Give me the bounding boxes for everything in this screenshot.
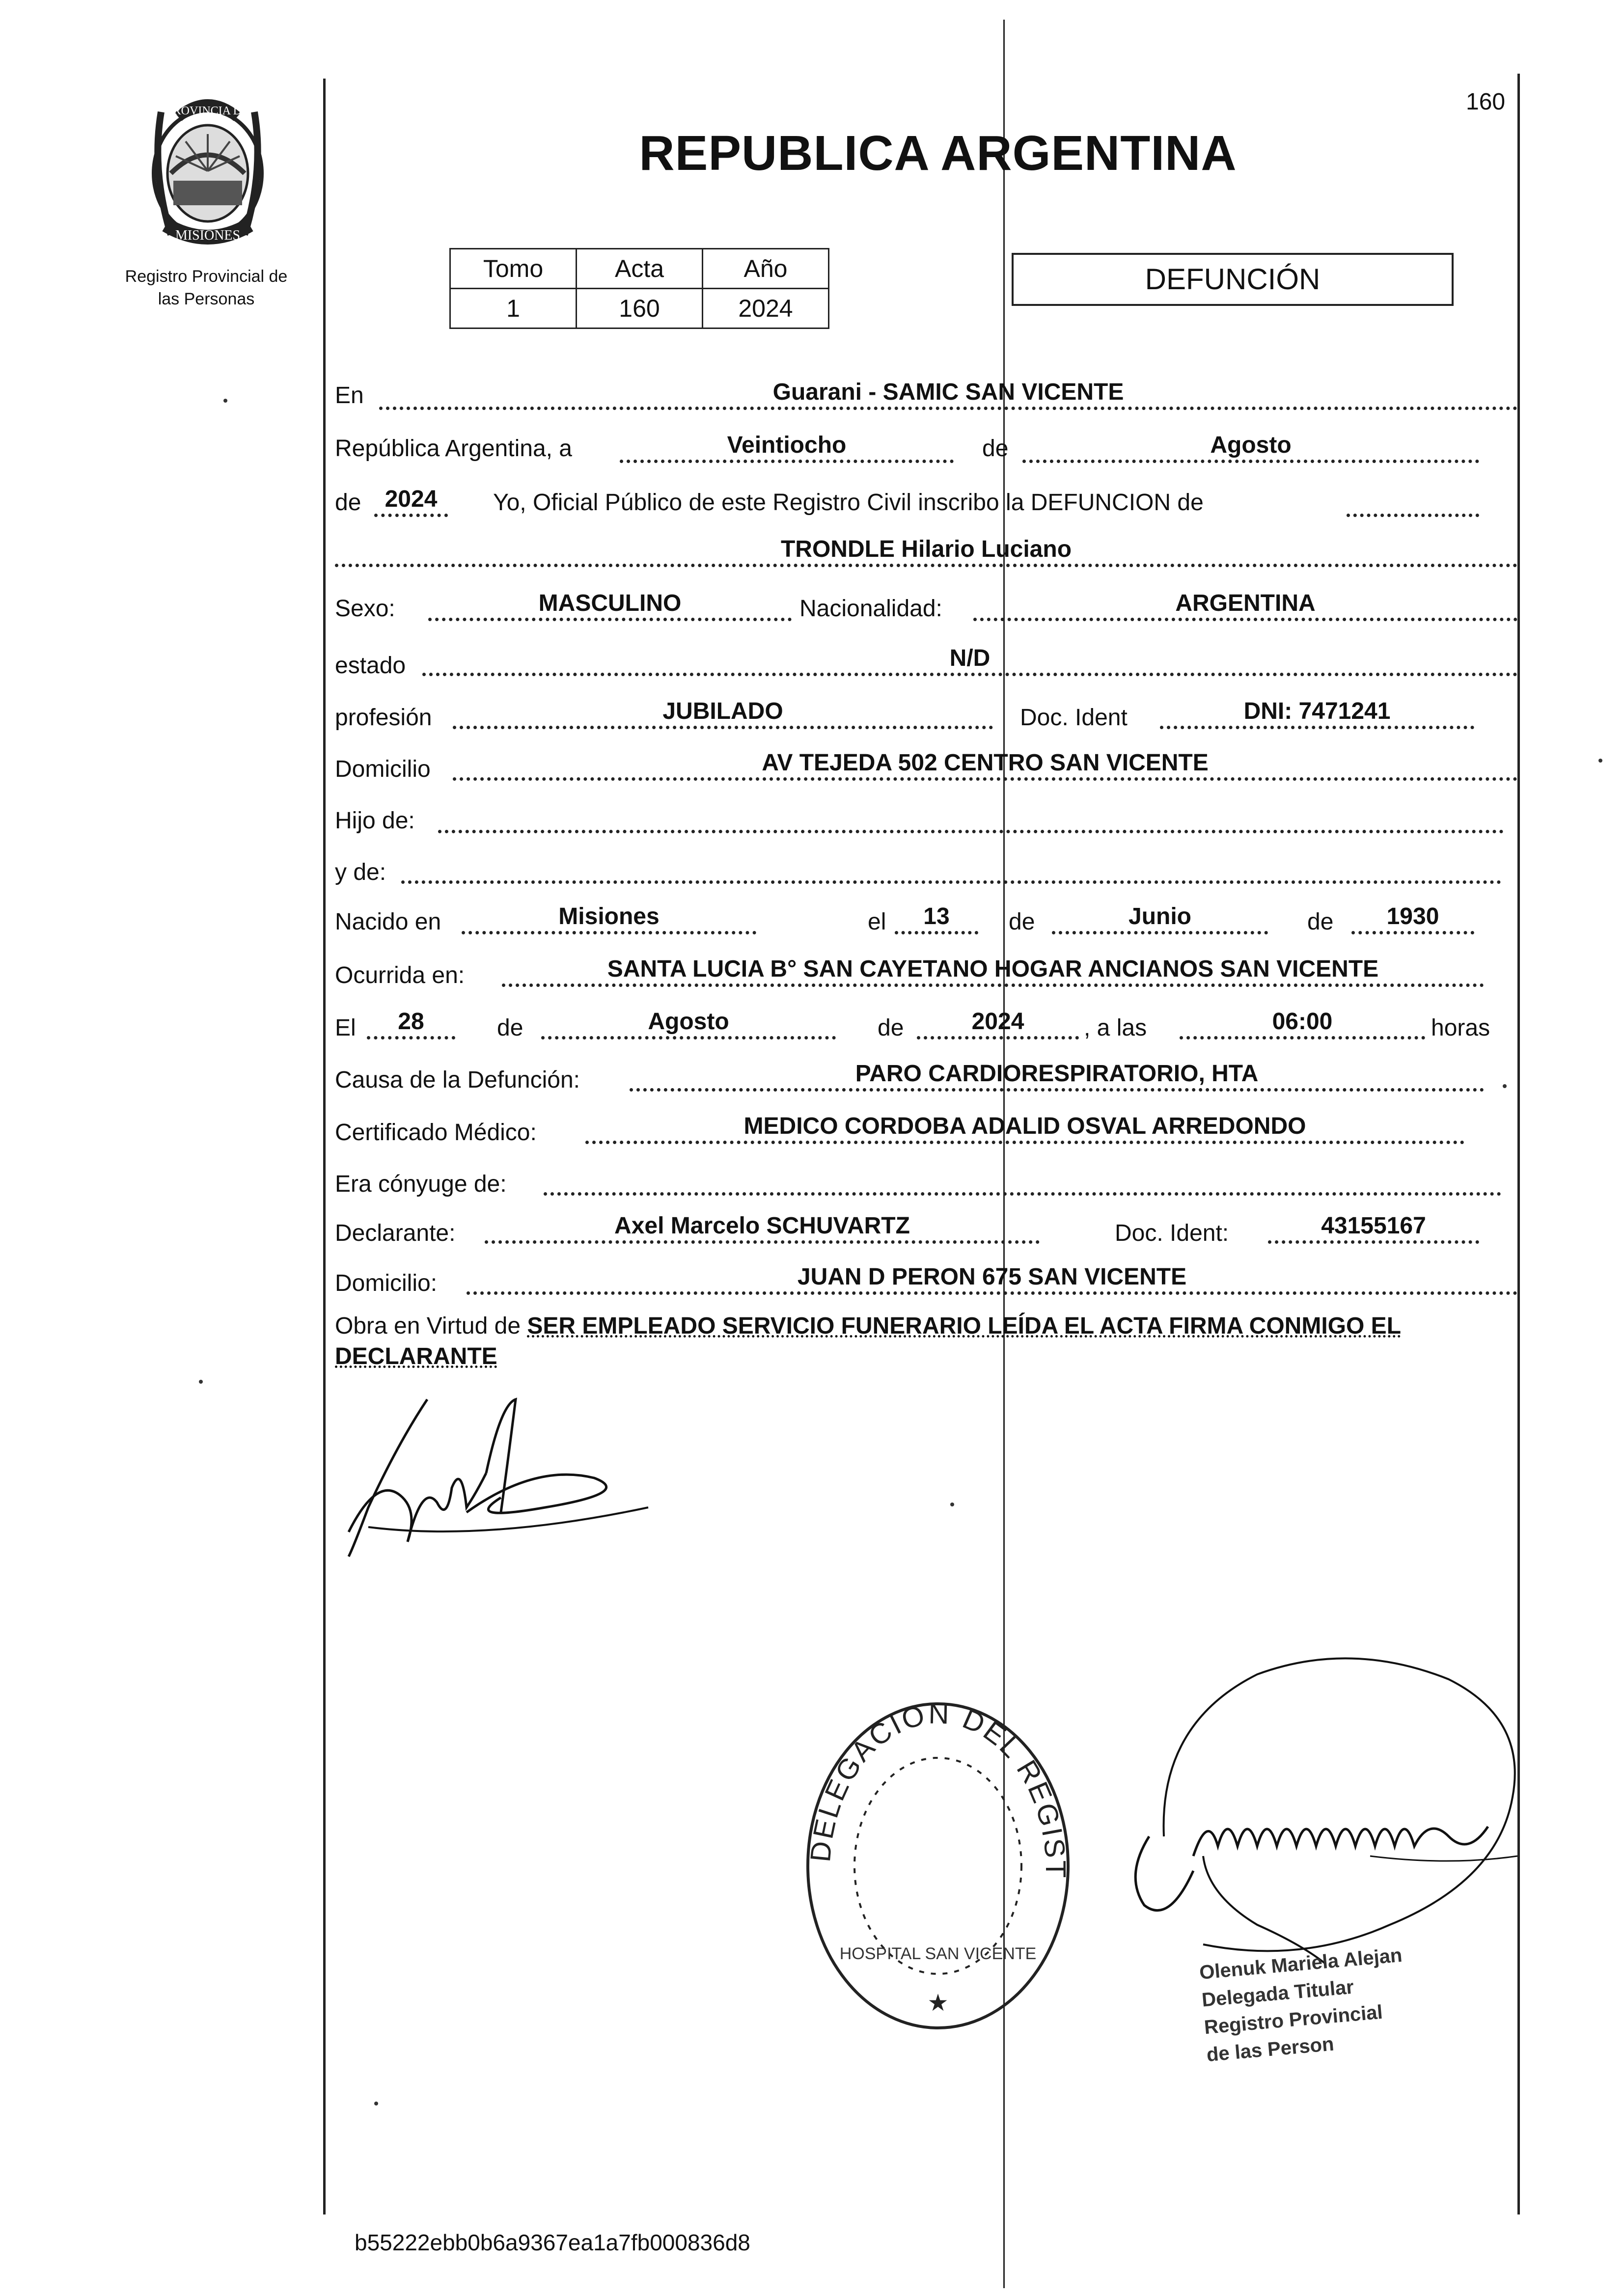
declarant-address-value: JUAN D PERON 675 SAN VICENTE (467, 1263, 1517, 1295)
document-title: REPUBLICA ARGENTINA (639, 126, 1237, 181)
declarant-doc-label: Doc. Ident: (1115, 1220, 1229, 1246)
official-signature (1095, 1650, 1547, 1964)
death-day-value: 28 (367, 1008, 455, 1039)
record-header-ano: Año (703, 249, 829, 289)
profession-label: profesión (335, 705, 432, 731)
place-label: En (335, 383, 364, 409)
scan-speck (374, 2102, 378, 2105)
scan-speck (1503, 1084, 1507, 1088)
record-header-acta: Acta (577, 249, 703, 289)
born-el-label: el (868, 909, 886, 935)
statement-blank (1347, 485, 1479, 517)
occurred-value: SANTA LUCIA B° SAN CAYETANO HOGAR ANCIANOS SAN VICENTE (502, 955, 1484, 987)
official-stamp-line1: Olenuk Mariela Alejan (1198, 1944, 1404, 1984)
declarant-label: Declarante: (335, 1220, 456, 1246)
obra-label: Obra en Virtud de (335, 1313, 521, 1339)
province-coat-of-arms-logo (132, 92, 284, 249)
record-value-tomo: 1 (450, 289, 577, 328)
scan-speck (1598, 759, 1602, 763)
occurred-label: Ocurrida en: (335, 962, 465, 988)
address-label: Domicilio (335, 756, 431, 782)
date-intro-label: República Argentina, a (335, 436, 572, 462)
scan-speck (199, 1380, 203, 1384)
born-de1-label: de (1009, 909, 1035, 935)
certificate-value: MEDICO CORDOBA ADALID OSVAL ARREDONDO (585, 1112, 1464, 1144)
and-of-label: y de: (335, 859, 386, 885)
obra-value: SER EMPLEADO SERVICIO FUNERARIO LEÍDA EL ACTA FIRMA CONMIGO EL DECLARANTE (335, 1313, 1402, 1369)
death-de1-label: de (497, 1015, 523, 1041)
address-value: AV TEJEDA 502 CENTRO SAN VICENTE (453, 749, 1517, 781)
nationality-label: Nacionalidad: (799, 596, 942, 622)
svg-text:DELEGACION DEL REGISTRO DE LAS: DELEGACION DEL REGIST (804, 1697, 1072, 1880)
month-value: Agosto (1022, 431, 1479, 463)
child-of-value (438, 801, 1504, 833)
document-hash: b55222ebb0b6a9367ea1a7fb000836d8 (355, 2230, 750, 2255)
official-stamp-line4: de las Person (1206, 2033, 1335, 2066)
death-year-value: 2024 (917, 1008, 1079, 1039)
nationality-value: ARGENTINA (973, 589, 1517, 621)
profession-value: JUBILADO (453, 697, 993, 729)
sex-label: Sexo: (335, 596, 395, 622)
child-of-label: Hijo de: (335, 808, 415, 834)
born-de2-label: de (1307, 909, 1334, 935)
death-de2-label: de (878, 1015, 904, 1041)
certificate-label: Certificado Médico: (335, 1120, 537, 1146)
record-value-acta: 160 (577, 289, 703, 328)
official-stamp-text (1198, 1941, 1410, 2069)
doc-ident-label: Doc. Ident (1020, 705, 1128, 731)
sex-value: MASCULINO (428, 589, 792, 621)
death-month-value: Agosto (541, 1008, 836, 1039)
born-in-label: Nacido en (335, 909, 441, 935)
marital-status-label: estado (335, 653, 406, 679)
death-el-label: El (335, 1015, 356, 1041)
marital-status-value: N/D (422, 644, 1517, 676)
born-day-value: 13 (895, 902, 978, 934)
time-value: 06:00 (1180, 1008, 1425, 1039)
declarant-signature (339, 1385, 658, 1571)
declarant-address-label: Domicilio: (335, 1270, 438, 1296)
declarant-doc-value: 43155167 (1268, 1212, 1479, 1244)
declarant-value: Axel Marcelo SCHUVARTZ (485, 1212, 1040, 1244)
document-type-box: DEFUNCIÓN (1012, 253, 1454, 306)
deceased-name: TRONDLE Hilario Luciano (335, 535, 1517, 567)
svg-text:HOSPITAL SAN VICENTE: HOSPITAL SAN VICENTE (839, 1944, 1037, 1963)
hours-label: horas (1431, 1015, 1490, 1041)
registry-name-line1: Registro Provincial de (125, 267, 288, 286)
and-of-value (401, 852, 1501, 884)
registry-name-line2: las Personas (158, 290, 255, 308)
cause-label: Causa de la Defunción: (335, 1067, 580, 1093)
page-number: 160 (1466, 89, 1506, 115)
year-prefix-label: de (335, 490, 361, 516)
spouse-label: Era cónyuge de: (335, 1171, 507, 1197)
cause-value: PARO CARDIORESPIRATORIO, HTA (630, 1060, 1484, 1092)
official-stamp-line2: Delegada Titular (1201, 1976, 1355, 2011)
svg-text:PROVINCIA DE: PROVINCIA DE (166, 105, 249, 117)
place-value: Guarani - SAMIC SAN VICENTE (379, 378, 1517, 410)
svg-text:MISIONES: MISIONES (175, 228, 241, 243)
born-month-value: Junio (1052, 902, 1268, 934)
official-stamp-line3: Registro Provincial (1203, 2001, 1384, 2039)
scan-speck (950, 1503, 954, 1506)
record-table (449, 248, 829, 329)
spouse-value (544, 1164, 1501, 1196)
registry-name (98, 265, 314, 310)
statement-label: Yo, Oficial Público de este Registro Civil inscribo la DEFUNCION de (493, 490, 1204, 516)
year-value: 2024 (374, 485, 448, 517)
day-value: Veintiocho (620, 431, 954, 463)
doc-ident-value: DNI: 7471241 (1160, 697, 1474, 729)
scan-speck (223, 399, 227, 403)
svg-text:★: ★ (927, 1989, 949, 2017)
left-margin-line (323, 79, 326, 2214)
registry-seal-stamp (796, 1684, 1080, 2038)
born-in-value: Misiones (462, 902, 756, 934)
row-obra (335, 1311, 1514, 1372)
time-label: , a las (1084, 1015, 1147, 1041)
born-year-value: 1930 (1351, 902, 1474, 934)
record-value-ano: 2024 (703, 289, 829, 328)
record-header-tomo: Tomo (450, 249, 577, 289)
date-de-label: de (982, 436, 1009, 462)
